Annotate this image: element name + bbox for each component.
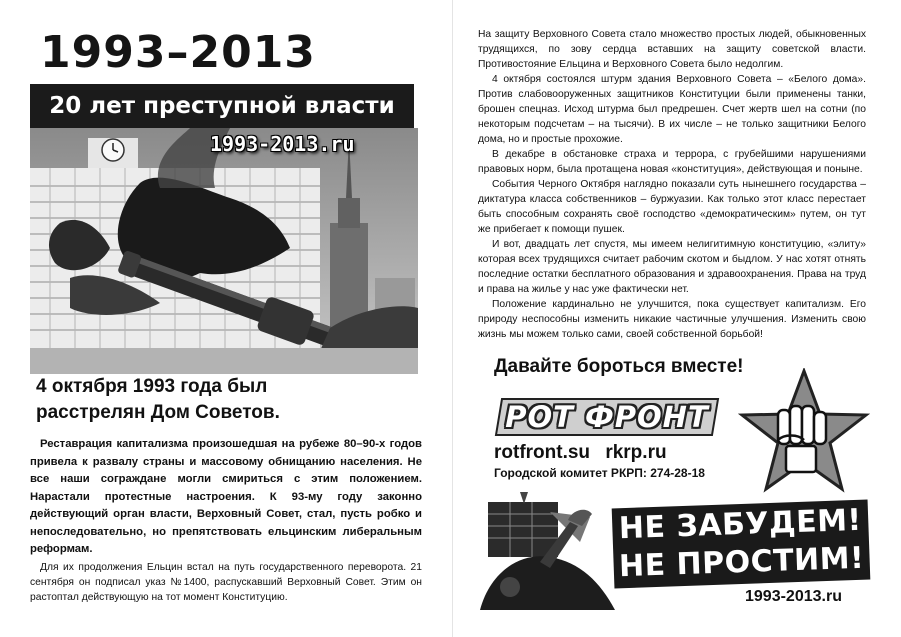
white-house-tank-photo	[30, 128, 418, 374]
article-paragraph: И вот, двадцать лет спустя, мы имеем нелигитимную конституцию, «элиту» которая всех трудящихся считает рабочим скотом и быдлом. У нас хотят отнять последние остатки бесплатного образования и здравоохранения. Права на труд и права на жилье у нас уже фактически нет.	[478, 239, 866, 295]
article-paragraph: В декабре в обстановке страха и террора, с грубейшими нарушениями правовых норм, была протащена новая «конституция», действующая и поныне.	[478, 149, 866, 175]
committee-phone: Городской комитет РКРП: 274-28-18	[494, 466, 705, 480]
article-paragraph: События Черного Октября наглядно показали суть нынешнего государства – диктатура класса собственников – буржуазии. Как только этот класс перестает быть способным сохранять своё господство «демократическим» путем, он тут же прибегает к помощи пушек.	[478, 179, 866, 235]
article-paragraph: На защиту Верховного Совета стало множество простых людей, обыкновенных трудящихся, по зову сердца вставших на защиту советской власти. Противостояние Ельцина и Верховного Совета было недолгим.	[478, 29, 866, 70]
star-fist-icon	[738, 368, 870, 494]
headline	[36, 374, 416, 426]
article-paragraph: Положение кардинально не улучшится, пока существует капитализм. Его природу неспособны изменить никакие частичные улучшения. Изменить свою жизнь мы можем только сами, своей собственной борьбой!	[478, 299, 866, 340]
article-text	[478, 27, 866, 342]
page-fold	[452, 0, 453, 637]
title-banner: 20 лет преступной власти	[30, 84, 414, 128]
headline-line: расстрелян Дом Советов.	[36, 402, 280, 423]
photo-illustration	[30, 128, 418, 374]
link-rotfront: rotfront.su	[494, 442, 591, 463]
photo-site-url: 1993-2013.ru	[210, 132, 355, 156]
title-years: 1993–2013	[40, 27, 316, 78]
bottom-site-url: 1993-2013.ru	[745, 588, 842, 605]
never-forget-text: НЕ ЗАБУДЕМ!	[618, 502, 863, 547]
headline-line: 4 октября 1993 года был	[36, 376, 268, 397]
rot-front-logo	[494, 397, 720, 437]
logo-text: РОТ ФРОНТ	[505, 400, 709, 434]
link-rkrp: rkrp.ru	[605, 442, 667, 463]
memorial-collage	[480, 492, 625, 610]
intro-paragraph: Реставрация капитализма произошедшая на рубеже 80–90-х годов привела к развалу страны и массовому обнищанию населения. Не все наши сограждане могли смириться с этим положением. Нарастали протестные настроения. К 93-му году законно действующий орган власти, Верховный Совет, стал, пусть робко и непоследовательно, но препятствовать ельцинским либеральным реформам.	[30, 438, 422, 555]
never-forgive-text: НЕ ПРОСТИМ!	[618, 540, 865, 585]
article-paragraph: 4 октября состоялся штурм здания Верховного Совета – «Белого дома». Против слабовооруженных защитников Конституции были применены танки, брошен спецназ. Исход штурма был предрешен. Счет жертв шел на сотни (по некоторым подсчетам – на тысячи). В их числе – не только защитники Белого дома, но и простые прохожие.	[478, 74, 866, 145]
links-row	[494, 442, 734, 464]
never-forget-banner	[612, 500, 871, 589]
slogan: Давайте бороться вместе!	[494, 356, 744, 377]
lower-paragraph: Для их продолжения Ельцин встал на путь государственного переворота. 21 сентября он подписал указ №1400, распускавший Верховный Совет. Этим он растоптал действующую на тот момент Конституцию.	[30, 562, 422, 603]
